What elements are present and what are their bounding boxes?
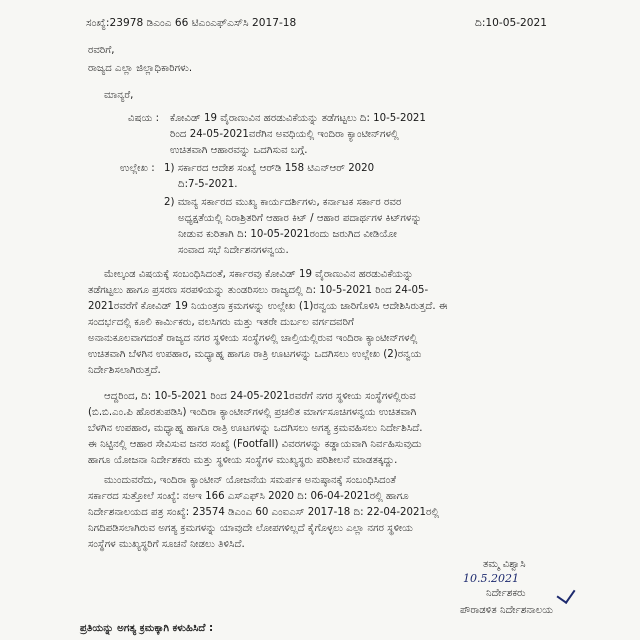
addressee: ರಾಜ್ಯದ ಎಲ್ಲಾ ಜಿಲ್ಲಾಧಿಕಾರಿಗಳು.: [88, 63, 193, 74]
paragraph-1-line: ಅನಾನುಕೂಲವಾಗದಂತೆ ರಾಜ್ಯದ ನಗರ ಸ್ಥಳೀಯ ಸಂಸ್ಥೆಗಳಲ್ಲಿ ಚಾಲ್ತಿಯಲ್ಲಿರುವ ಇಂದಿರಾ ಕ್ಯಾಂಟೀನ್‌ಗಳಲ್ಲಿ: [88, 333, 418, 344]
paragraph-2-line: (ಬಿ.ಬಿ.ಎಂ.ಪಿ ಹೊರತುಪಡಿಸಿ) ಇಂದಿರಾ ಕ್ಯಾಂಟೀನ್‌ಗಳಲ್ಲಿ ಪ್ರಚಲಿತ ಮಾರ್ಗಸೂಚಿಗಳನ್ವಯ ಉಚಿತವಾಗಿ: [88, 407, 417, 418]
paragraph-3-line: ನಿರ್ದೇಶನಾಲಯದ ಪತ್ರ ಸಂಖ್ಯೆ: 23574 ಡಿಎಂಎ 60 ಎಂಐಎಸ್ 2017-18 ದಿ: 22-04-2021ರಲ್ಲಿ: [88, 507, 440, 518]
reference-label: ಉಲ್ಲೇಖ :: [120, 163, 155, 174]
paragraph-1-line: 2021ರವರೆಗೆ ಕೋವಿಡ್ 19 ನಿಯಂತ್ರಣ ಕ್ರಮಗಳನ್ನು ಉಲ್ಲೇಖ (1)ರನ್ವಯ ಜಾರಿಗೊಳಿಸಿ ಆದೇಶಿಸಿರುತ್ತದೆ. ಈ: [88, 301, 448, 312]
paragraph-2-line: ಆದ್ದರಿಂದ, ದಿ: 10-5-2021 ರಿಂದ 24-05-2021ರವರೆಗೆ ನಗರ ಸ್ಥಳೀಯ ಸಂಸ್ಥೆಗಳಲ್ಲಿರುವ: [104, 391, 416, 402]
salutation: ಮಾನ್ಯರೆ,: [104, 90, 134, 101]
order-number: ಸಂಖ್ಯೆ:23978 ಡಿಎಂಎ 66 ಟಿಎಂಎಫ್ಎಸ್‌ಸಿ 2017-18: [86, 17, 297, 29]
paragraph-2-line: ಹಾಗೂ ಯೋಜನಾ ನಿರ್ದೇಶಕರು ಮತ್ತು ಸ್ಥಳೀಯ ಸಂಸ್ಥೆಗಳ ಮುಖ್ಯಸ್ಥರು ಪರಿಶೀಲನೆ ಮಾಡತಕ್ಕದ್ದು.: [88, 455, 398, 466]
subject-label: ವಿಷಯ :: [128, 113, 160, 124]
reference-2: 2) ಮಾನ್ಯ ಸರ್ಕಾರದ ಮುಖ್ಯ ಕಾರ್ಯದರ್ಶಿಗಳು, ಕರ್ನಾಟಕ ಸರ್ಕಾರ ರವರ: [164, 197, 402, 208]
paragraph-3-line: ಸರ್ಕಾರದ ಸುತ್ತೋಲೆ ಸಂಖ್ಯೆ: ನಅಇ 166 ಎಸ್‌ಎಫ್‌ಸಿ 2020 ದಿ: 06-04-2021ರಲ್ಲಿ ಹಾಗೂ: [88, 491, 409, 502]
subject-line: ಉಚಿತವಾಗಿ ಆಹಾರವನ್ನು ಒದಗಿಸುವ ಬಗ್ಗೆ.: [170, 145, 308, 156]
paragraph-1-line: ತಡೆಗಟ್ಟಲು ಹಾಗೂ ಪ್ರಸರಣ ಸರಪಳಿಯನ್ನು ತುಂಡರಿಸಲು ರಾಜ್ಯದಲ್ಲಿ ದಿ: 10-5-2021 ರಿಂದ 24-05-: [88, 285, 429, 296]
subject-line: ರಿಂದ 24-05-2021ವರೆಗಿನ ಅವಧಿಯಲ್ಲಿ ಇಂದಿರಾ ಕ್ಯಾಂಟೀನ್‌ಗಳಲ್ಲಿ: [170, 129, 399, 140]
signature-date: 10.5.2021: [463, 572, 519, 585]
yours-faithfully: ತಮ್ಮ ವಿಶ್ವಾಸಿ: [483, 559, 526, 570]
paragraph-3-line: ಮುಂದುವರೆದು, ಇಂದಿರಾ ಕ್ಯಾಂಟೀನ್ ಯೋಜನೆಯ ಸಮರ್ಪಕ ಅನುಷ್ಠಾನಕ್ಕೆ ಸಂಬಂಧಿಸಿದಂತೆ: [104, 475, 397, 486]
addressee-prefix: ರವರಿಗೆ,: [88, 45, 115, 56]
subject-line: ಕೋವಿಡ್ 19 ವೈರಾಣುವಿನ ಹರಡುವಿಕೆಯನ್ನು ತಡೆಗಟ್ಟಲು ದಿ: 10-5-2021: [170, 113, 426, 124]
signatory-designation: ನಿರ್ದೇಶಕರು: [486, 588, 526, 599]
paragraph-2-line: ಈ ನಿಟ್ಟಿನಲ್ಲಿ ಆಹಾರ ಸೇವಿಸುವ ಜನರ ಸಂಖ್ಯೆ (Footfall) ವಿವರಗಳನ್ನು ಕಡ್ಡಾಯವಾಗಿ ನಿರ್ವಹಿಸುವುದು: [88, 439, 422, 450]
order-date: ದಿ:10-05-2021: [475, 17, 547, 29]
paragraph-1-line: ಸಂದರ್ಭದಲ್ಲಿ ಕೂಲಿ ಕಾರ್ಮಿಕರು, ವಲಸಿಗರು ಮತ್ತು ಇತರೇ ದುರ್ಬಲ ವರ್ಗದವರಿಗೆ: [88, 317, 354, 328]
signature-mark: [556, 584, 575, 604]
reference-2-line: ಅಧ್ಯಕ್ಷತೆಯಲ್ಲಿ ನಿರಾಶ್ರಿತರಿಗೆ ಆಹಾರ ಕಿಟ್ / ಆಹಾರ ಪದಾರ್ಥಗಳ ಕಿಟ್‌ಗಳನ್ನು: [178, 213, 422, 224]
reference-1-date: ದಿ:7-5-2021.: [178, 179, 238, 190]
paragraph-2-line: ಬೆಳಗಿನ ಉಪಹಾರ, ಮಧ್ಯಾಹ್ನ ಹಾಗೂ ರಾತ್ರಿ ಊಟಗಳನ್ನು ಒದಗಿಸಲು ಅಗತ್ಯ ಕ್ರಮವಹಿಸಲು ನಿರ್ದೇಶಿಸಿದೆ.: [88, 423, 423, 434]
paragraph-1-line: ಉಚಿತವಾಗಿ ಬೆಳಗಿನ ಉಪಹಾರ, ಮಧ್ಯಾಹ್ನ ಹಾಗೂ ರಾತ್ರಿ ಊಟಗಳನ್ನು ಒದಗಿಸಲು ಉಲ್ಲೇಖ (2)ರನ್ವಯ: [88, 349, 422, 360]
paragraph-3-line: ನಿಗದಿಪಡಿಸಲಾಗಿರುವ ಅಗತ್ಯ ಕ್ರಮಗಳನ್ನು ಯಾವುದೇ ಲೋಪಗಳಿಲ್ಲದೆ ಕೈಗೊಳ್ಳಲು ಎಲ್ಲಾ ನಗರ ಸ್ಥಳೀಯ: [88, 523, 414, 534]
paragraph-1-line: ಮೇಲ್ಕಂಡ ವಿಷಯಕ್ಕೆ ಸಂಬಂಧಿಸಿದಂತೆ, ಸರ್ಕಾರವು ಕೋವಿಡ್ 19 ವೈರಾಣುವಿನ ಹರಡುವಿಕೆಯನ್ನು: [104, 269, 414, 280]
reference-2-line: ನೀಡುವ ಕುರಿತಾಗಿ ದಿ: 10-05-2021ರಂದು ಜರುಗಿದ ವೀಡಿಯೋ: [178, 229, 397, 240]
copy-to-heading: ಪ್ರತಿಯನ್ನು ಅಗತ್ಯ ಕ್ರಮಕ್ಕಾಗಿ ಕಳುಹಿಸಿದೆ :: [80, 623, 214, 634]
reference-1: 1) ಸರ್ಕಾರದ ಆದೇಶ ಸಂಖ್ಯೆ ಆರ್‌ಡಿ 158 ಟಿಎನ್‌ಆರ್ 2020: [164, 163, 375, 174]
paragraph-3-line: ಸಂಸ್ಥೆಗಳ ಮುಖ್ಯಸ್ಥರಿಗೆ ಸೂಚನೆ ನೀಡಲು ತಿಳಿಸಿದೆ.: [88, 539, 245, 550]
signatory-office: ಪೌರಾಡಳಿತ ನಿರ್ದೇಶನಾಲಯ: [460, 605, 554, 616]
reference-2-line: ಸಂವಾದ ಸಭೆ ನಿರ್ದೇಶನಗಳನ್ವಯ.: [178, 245, 289, 256]
paragraph-1-line: ನಿರ್ದೇಶಿಸಲಾಗಿರುತ್ತದೆ.: [88, 365, 161, 376]
